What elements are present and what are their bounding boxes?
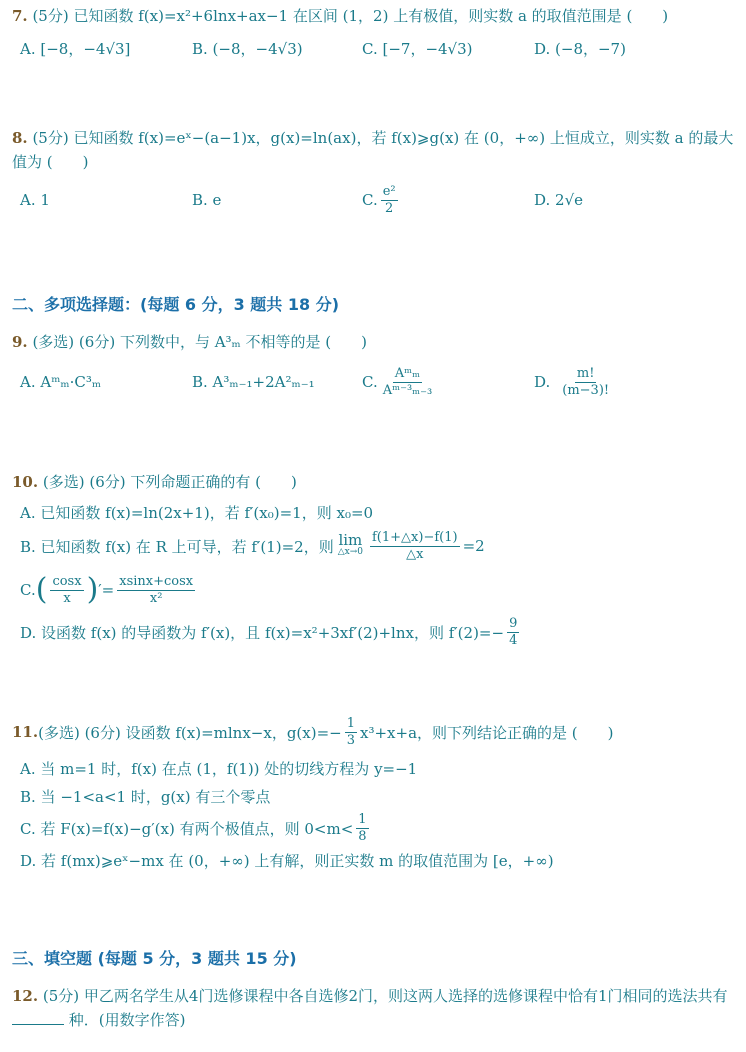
question-number: 12. xyxy=(12,987,39,1005)
fraction xyxy=(356,812,368,845)
denominator: x² xyxy=(149,590,163,606)
numerator: cosx xyxy=(52,573,82,589)
denominator: 4 xyxy=(509,632,518,648)
denominator: 2 xyxy=(385,200,394,216)
option-b[interactable]: B. (−8，−4√3) xyxy=(192,39,303,58)
question-11 xyxy=(12,712,614,752)
option-d[interactable] xyxy=(20,612,522,652)
numerator: 1 xyxy=(346,715,356,731)
question-text: x³+x+a，则下列结论正确的是 ( ) xyxy=(360,723,614,742)
right-paren: ) xyxy=(86,572,99,607)
numerator: 9 xyxy=(509,615,518,631)
option-b[interactable]: B. A³ₘ₋₁+2A²ₘ₋₁ xyxy=(192,373,315,391)
option-c[interactable] xyxy=(362,180,401,220)
question-7 xyxy=(12,4,738,28)
option-c[interactable] xyxy=(20,568,198,612)
answer-blank[interactable] xyxy=(12,1010,64,1025)
numerator: f(1+△x)−f(1) xyxy=(372,529,458,545)
option-b[interactable]: B. e xyxy=(192,191,222,209)
numerator: Aᵐₘ xyxy=(394,365,421,381)
limit-subscript: △x→0 xyxy=(337,547,363,557)
question-number: 9. xyxy=(12,333,28,351)
limit-label: lim xyxy=(338,531,363,549)
fraction xyxy=(381,184,398,217)
question-number: 8. xyxy=(12,129,28,147)
left-paren: ( xyxy=(35,572,48,607)
numerator: 1 xyxy=(358,811,367,827)
option-c[interactable] xyxy=(20,808,372,848)
option-a[interactable]: A. [−8，−4√3] xyxy=(20,39,131,58)
option-d[interactable]: D. 2√e xyxy=(534,191,584,209)
option-a[interactable]: A. Aᵐₘ·C³ₘ xyxy=(20,373,102,391)
question-text: (5分) 甲乙两名学生从4门选修课程中各自选修2门，则这两人选择的选修课程中恰有1门相同的选法共有 xyxy=(42,987,728,1005)
denominator: 8 xyxy=(358,828,367,844)
fraction xyxy=(117,574,195,607)
options-7 xyxy=(20,28,720,68)
option-a[interactable]: A. 1 xyxy=(20,191,50,209)
option-d[interactable] xyxy=(534,362,614,402)
denominator: △x xyxy=(406,546,424,562)
question-10 xyxy=(12,470,738,494)
denominator: Aᵐ⁻³ₘ₋₃ xyxy=(382,382,433,398)
section-title-fill-in: 三、填空题 (每题 5 分，3 题共 15 分) xyxy=(12,949,297,968)
denominator: x xyxy=(63,590,71,606)
numerator: xsinx+cosx xyxy=(119,573,194,589)
option-text: ′= xyxy=(98,581,115,599)
question-text: (多选) (6分) 下列命题正确的有 ( ) xyxy=(42,473,297,491)
option-label: D. xyxy=(534,373,551,391)
option-text: C. 若 F(x)=f(x)−g′(x) 有两个极值点，则 0<m< xyxy=(20,819,354,838)
fraction xyxy=(381,366,434,399)
limit xyxy=(337,531,363,558)
section-title-multiple-choice: 二、多项选择题：(每题 6 分，3 题共 18 分) xyxy=(12,295,340,314)
option-label: C. xyxy=(362,191,378,209)
question-12 xyxy=(12,984,738,1032)
option-c[interactable]: C. [−7，−4√3) xyxy=(362,39,473,58)
options-8 xyxy=(20,180,720,220)
option-text: D. 设函数 f(x) 的导函数为 f′(x)，且 f(x)=x²+3xf′(2)+lnx，则 f′(2)=− xyxy=(20,623,505,642)
question-number: 10. xyxy=(12,473,39,491)
question-text: (多选) (6分) 下列数中，与 A³ₘ 不相等的是 ( ) xyxy=(32,333,367,351)
fraction xyxy=(507,616,519,649)
option-b[interactable]: B. 当 −1<a<1 时，g(x) 有三个零点 xyxy=(20,787,271,806)
denominator: (m−3)! xyxy=(562,382,610,398)
question-text: (5分) 已知函数 f(x)=eˣ−(a−1)x，g(x)=ln(ax)，若 f(x)⩾g(x) 在 (0，+∞) 上恒成立，则实数 a 的最大值为 ( ) xyxy=(12,129,734,171)
option-c[interactable] xyxy=(362,362,437,402)
option-d[interactable]: D. (−8，−7) xyxy=(534,39,626,58)
numerator: m! xyxy=(576,365,595,381)
question-8 xyxy=(12,126,738,174)
fraction xyxy=(560,366,611,399)
option-label: C. xyxy=(362,373,378,391)
option-text: =2 xyxy=(462,537,485,555)
question-number: 11. xyxy=(12,723,39,741)
fraction xyxy=(345,716,357,749)
option-a[interactable]: A. 已知函数 f(x)=ln(2x+1)，若 f′(x₀)=1，则 x₀=0 xyxy=(20,503,374,522)
fraction xyxy=(50,574,83,607)
options-9 xyxy=(20,362,720,402)
numerator: e² xyxy=(382,183,396,199)
denominator: 3 xyxy=(346,732,356,748)
question-number: 7. xyxy=(12,7,28,25)
option-d[interactable]: D. 若 f(mx)⩾eˣ−mx 在 (0，+∞) 上有解，则正实数 m 的取值范围为 [e，+∞) xyxy=(20,851,554,870)
fraction xyxy=(370,530,460,563)
option-text: B. 已知函数 f(x) 在 R 上可导，若 f′(1)=2，则 xyxy=(20,537,334,556)
option-b[interactable] xyxy=(20,526,485,566)
question-text: (多选) (6分) 设函数 f(x)=mlnx−x，g(x)=− xyxy=(38,723,342,742)
question-text: (5分) 已知函数 f(x)=x²+6lnx+ax−1 在区间 (1，2) 上有极值，则实数 a 的取值范围是 ( ) xyxy=(32,7,669,25)
option-a[interactable]: A. 当 m=1 时，f(x) 在点 (1，f(1)) 处的切线方程为 y=−1 xyxy=(20,759,418,778)
option-label: C. xyxy=(20,581,36,599)
question-text: 种．(用数字作答) xyxy=(68,1011,186,1029)
question-9 xyxy=(12,330,738,354)
